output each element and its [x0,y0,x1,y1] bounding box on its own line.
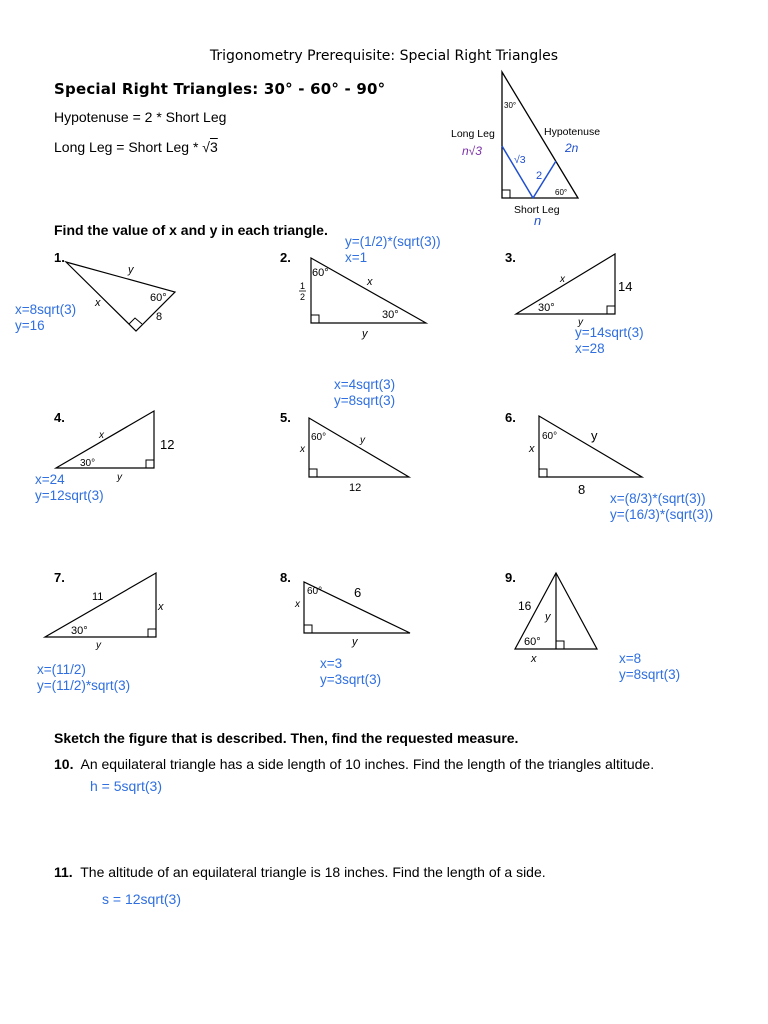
ref-long-leg-label: Long Leg [451,128,495,140]
p1-label-angle: 60° [150,292,167,304]
p7-label-side: 11 [92,591,104,603]
p7-label-y: y [96,640,101,651]
answer-line: y=8sqrt(3) [334,392,396,408]
problem-2-number: 2. [280,250,291,265]
p2-label-frac-den: 2 [300,292,306,302]
answer-line: x=(11/2) [37,662,86,677]
p2-label-y: y [362,328,368,340]
problem-1-number: 1. [54,250,65,265]
p1-label-x: x [95,297,101,309]
problem-3-number: 3. [505,250,516,265]
p4-label-side: 12 [160,437,175,452]
problem-7-triangle [45,573,164,651]
answer-line: x=8 [619,651,642,666]
p5-label-y: y [360,435,365,446]
question-10-answer: h = 5sqrt(3) [90,778,162,794]
p6-label-y: y [591,428,598,443]
p5-label-angle: 60° [311,432,327,443]
p9-label-x: x [531,653,537,665]
problem-5-number: 5. [280,410,291,425]
ref-inner-sqrt3: √3 [514,154,526,166]
answer-line: x=3 [320,656,343,671]
answer-line: x=24 [35,472,65,487]
problem-5-triangle [299,418,409,494]
p2-label-x: x [367,276,373,288]
answer-line: y=(1/2)*(sqrt(3)) [345,234,441,249]
ref-inner-2: 2 [536,170,543,182]
p6-label-angle: 60° [542,431,558,442]
p4-label-y: y [117,472,122,483]
p2-label-frac-num: 1 [300,281,306,291]
problem-6-answer [610,491,713,522]
ref-hyp-value: 2n [565,141,579,155]
rule-long-leg-radicand: 3 [209,139,218,155]
rule-hypotenuse: Hypotenuse = 2 * Short Leg [54,109,227,125]
problem-2-triangle [299,258,426,340]
question-11 [54,864,546,880]
problem-7-number: 7. [54,570,65,585]
answer-line: y=3sqrt(3) [320,671,382,687]
problem-6-number: 6. [505,410,516,425]
ref-long-leg-value: n√3 [462,144,482,158]
answer-line: y=(16/3)*(sqrt(3)) [610,506,714,522]
problem-5-answer [334,377,395,408]
ref-short-leg-value: n [534,213,542,228]
problem-8-triangle [294,582,410,648]
answer-line: y=8sqrt(3) [619,666,681,682]
p7-label-angle: 30° [71,625,88,637]
ref-angle-30: 30° [504,101,517,110]
p4-label-x: x [99,430,104,441]
answer-line: x=(8/3)*(sqrt(3)) [610,491,706,506]
problem-8-answer [320,656,381,687]
sqrt-symbol: √ [202,139,210,155]
p9-label-y: y [545,611,551,623]
p6-label-side: 8 [578,482,586,497]
question-10 [54,756,654,772]
p3-label-side: 14 [618,279,633,294]
p7-label-x: x [158,601,164,613]
p4-label-angle: 30° [80,458,96,469]
problem-4-answer [35,472,104,503]
answer-line: y=(11/2)*sqrt(3) [37,677,131,693]
answer-line: x=4sqrt(3) [334,377,396,392]
p3-label-y: y [578,317,583,328]
question-11-text: The altitude of an equilateral triangle is 18 inches. Find the length of a side. [80,864,546,880]
problem-2-answer [345,234,441,265]
p5-label-side: 12 [349,482,362,494]
problem-9-triangle [515,573,597,665]
p6-label-x: x [529,443,535,455]
answer-line: x=28 [575,340,605,356]
answer-line: y=16 [15,317,45,333]
problem-1-triangle [66,262,175,331]
p8-label-x: x [295,599,300,610]
answer-line: y=14sqrt(3) [575,325,644,340]
ref-short-leg-label: Short Leg [514,204,560,216]
p2-label-angle-b: 30° [382,309,399,321]
problem-1-answer [15,302,76,333]
question-11-number: 11. [54,864,73,880]
section-heading: Special Right Triangles: 30° - 60° - 90° [54,80,386,98]
answer-line: x=8sqrt(3) [15,302,77,317]
instructions-find-xy: Find the value of x and y in each triangle. [54,222,328,238]
problem-3-triangle [516,254,632,328]
answer-line: y=12sqrt(3) [35,487,104,503]
question-11-answer: s = 12sqrt(3) [102,891,181,907]
p9-label-side: 16 [518,599,532,613]
page-title: Trigonometry Prerequisite: Special Right Triangles [209,48,559,64]
problem-7-answer [37,662,130,693]
p8-label-angle: 60° [307,586,323,597]
problem-9-answer [619,651,680,682]
p3-label-angle: 30° [538,302,555,314]
problem-4-number: 4. [54,410,65,425]
p3-label-x: x [560,274,565,285]
p1-label-side: 8 [156,311,163,323]
p8-label-y: y [352,636,358,648]
instructions-sketch: Sketch the figure that is described. Then, find the requested measure. [54,730,519,746]
ref-hyp-label: Hypotenuse [544,126,601,138]
problem-9-number: 9. [505,570,516,585]
rule-long-leg-text: Long Leg = Short Leg * [54,139,203,155]
ref-angle-60: 60° [555,188,568,197]
p5-label-x: x [300,444,305,455]
problem-3-answer [575,325,644,356]
p8-label-side: 6 [354,585,362,600]
p2-label-angle-a: 60° [312,267,329,279]
question-10-number: 10. [54,756,74,772]
question-10-text: An equilateral triangle has a side length of 10 inches. Find the length of the triangles altitude. [80,756,655,772]
p1-label-y: y [128,264,134,276]
answer-line: x=1 [345,249,368,265]
problem-6-triangle [528,416,642,497]
problem-8-number: 8. [280,570,291,585]
p9-label-angle: 60° [524,636,541,648]
